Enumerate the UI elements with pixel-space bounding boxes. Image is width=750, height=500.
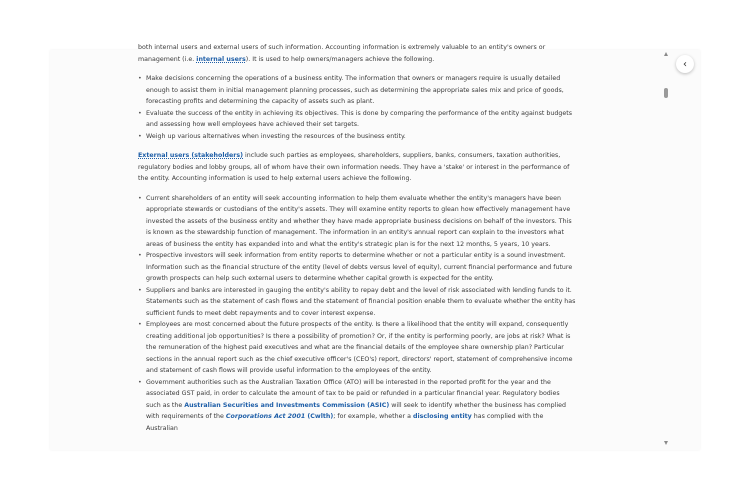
list-item: • Employees are most concerned about the future prospects of the entity. Is there a likelihood that the entity will expand, consequently creating additional job opportunities? Is there a possibility of promotion? Or, if the entity is performing poorly, are jobs at risk? What is the remuneration of the highest paid executives and what are the financial details of the employee share ownership plan? Particular sections in the annual report such as the chief executive officer's (CEO's) report, directors' report, statement of comprehensive income and statement of cash flows will provide useful information to the employees of the entity. [138,319,576,377]
external-users-paragraph [138,150,576,185]
list-item-text: has complied with the Australian [146,413,544,432]
intro-line: both internal users and external users of such information. Accounting information is extremely valuable to an entity's owners or [138,44,546,51]
intro-text-end: ). It is used to help owners/managers achieve the following. [245,55,435,63]
list-item-text: will seek to identify whether the business has complied with requirements of the [146,401,566,420]
collapse-panel-button[interactable] [676,55,694,73]
scrollbar-thumb[interactable] [664,88,668,98]
list-item: • Prospective investors will seek information from entity reports to determine whether or not a particular entity is a sound investment. Information such as the financial structure of the entity (level of debts versus level of equity), current financial performance and future growth prospects can help such external users to determine whether capital growth is expected for the entity. [138,250,576,285]
list-item-text: ; for example, whether a [333,413,413,420]
list-item: • Evaluate the success of the entity in achieving its objectives. This is done by comparing the performance of the entity against budgets and assessing how well employees have achieved their set targets. [138,108,576,131]
corporations-act-link[interactable]: Corporations Act 2001 [225,413,306,420]
internal-users-list [138,73,576,142]
external-users-list [138,193,576,435]
chevron-left-icon: ‹ [683,58,687,70]
vertical-scrollbar[interactable] [661,50,671,450]
list-item: • Current shareholders of an entity will seek accounting information to help them evaluate whether the entity's managers have been appropriate stewards or custodians of the entity's assets. They will examine entity reports to glean how effectively management have invested the assets of the business entity and whether they have made appropriate business decisions on behalf of the investors. This is known as the stewardship function of management. The information in an entity's annual report can explain to the investors what areas of business the entity has expanded into and what the entity's strategic plan is for the next 12 months, 5 years, 10 years. [138,193,576,251]
internal-users-link[interactable]: internal users [196,55,246,63]
list-item: • Weigh up various alternatives when investing the resources of the business entity. [138,131,576,143]
list-item: • Suppliers and banks are interested in gauging the entity's ability to repay debt and the level of risk associated with lending funds to it. Statements such as the statement of cash flows and the statement of financial position enable them to evaluate whether the entity has sufficient funds to meet debt repayments and to cover interest expense. [138,285,576,320]
cwlth-label[interactable]: (Cwlth) [305,413,334,420]
scroll-down-arrow-icon[interactable] [664,441,668,445]
intro-text: management (i.e. [138,55,197,63]
external-users-link[interactable]: External users (stakeholders) [138,152,244,159]
reader-pane [50,44,700,450]
list-item-text: Government authorities such as the Australian Taxation Office (ATO) will be interested in the reported profit for the year and the associated GST paid, in order to calculate the amount of tax to be paid or refunded in a particular financial year. Regulatory bodies such as the [146,378,560,409]
intro-paragraph [138,42,576,65]
article-body [138,42,576,442]
asic-link[interactable]: Australian Securities and Investments Commission (ASIC) [184,401,390,409]
external-users-text: include such parties as employees, shareholders, suppliers, banks, consumers, taxation authorities, regulatory bodies and lobby groups, all of whom have their own information needs. They have a 'stake' or interest in the performance of the entity. Accounting information is used to help external users achieve the following. [138,152,570,182]
disclosing-entity-link[interactable]: disclosing entity [412,413,472,420]
list-item [138,377,576,435]
list-item: • Make decisions concerning the operations of a business entity. The information that owners or managers require is usually detailed enough to assist them in initial management planning processes, such as determining the appropriate sales mix and price of goods, forecasting profits and determining the capacity of assets such as plant. [138,73,576,108]
scroll-up-arrow-icon[interactable] [664,52,668,56]
